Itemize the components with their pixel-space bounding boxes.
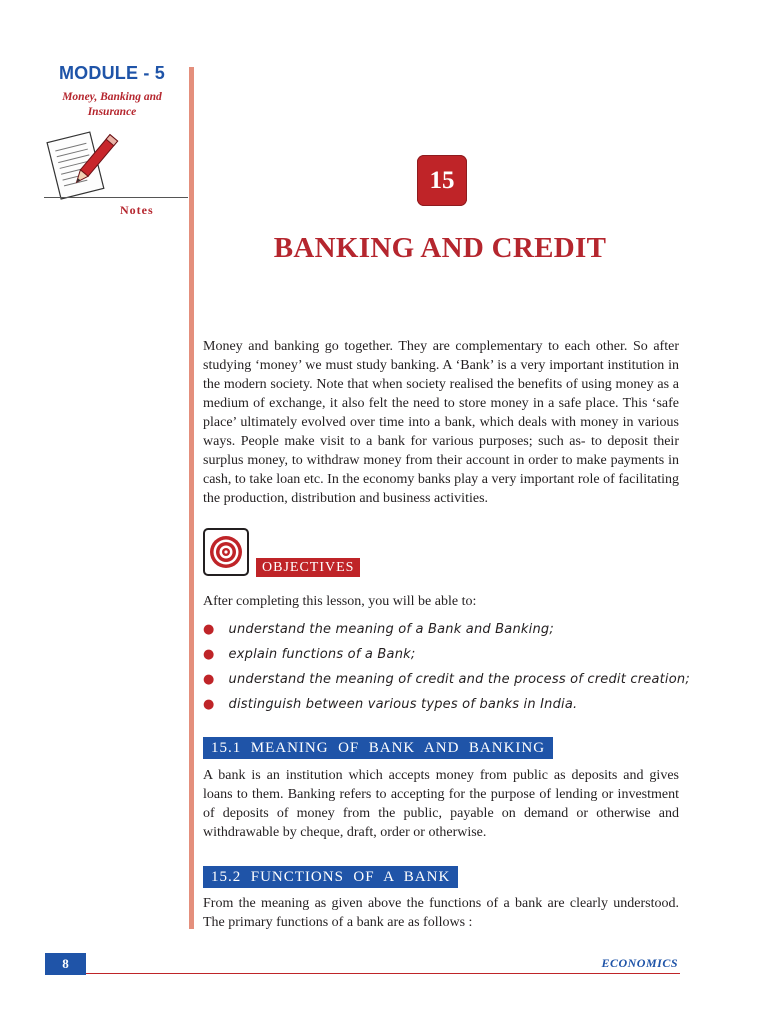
footer-subject: ECONOMICS [601, 956, 678, 970]
notes-rule [44, 197, 188, 198]
bullet-icon: ● [203, 697, 215, 712]
page-number: 8 [45, 953, 86, 975]
module-subtitle-line1: Money, Banking and [62, 91, 162, 103]
intro-paragraph: Money and banking go together. They are complementary to each other. So after studying ‘money’ we must study banking. A ‘Bank’ is a very important institution in the modern society. Note that when society realised the benefits of using money as a medium of exchange, it also felt the need to store money in a safe place. This ‘safe place’ ultimately evolved over time into a bank, which deals with money in various ways. People make visit to a bank for various purposes; such as- to deposit their surplus money, to withdraw money from their account in order to make payments in cash, to take loan etc. In the economy banks play a very important role of facilitating the production, distribution and business activities. [203, 339, 679, 506]
objectives-intro: After completing this lesson, you will be able to: [203, 594, 477, 609]
list-item-text: understand the meaning of credit and the process of credit creation; [228, 672, 690, 687]
notes-label: Notes [120, 203, 154, 217]
bullet-icon: ● [203, 672, 215, 687]
footer-rule [86, 973, 680, 974]
section-heading-15-2: 15.2 FUNCTIONS OF A BANK [203, 866, 458, 888]
list-item [203, 695, 690, 720]
target-icon [203, 528, 249, 576]
list-item [203, 645, 690, 670]
objectives-label: OBJECTIVES [256, 558, 360, 577]
module-subtitle-line2: Insurance [87, 106, 137, 118]
section-15-1-paragraph: A bank is an institution which accepts money from public as deposits and gives loans to them. Banking refers to accepting for the purpose of lending or investment of deposits of money from the public, payable on demand or otherwise and withdrawable by cheque, draft, order or otherwise. [203, 768, 679, 840]
bullet-icon: ● [203, 647, 215, 662]
objectives-list [203, 620, 690, 720]
section-heading-15-1: 15.1 MEANING OF BANK AND BANKING [203, 737, 553, 759]
chapter-title: BANKING AND CREDIT [273, 232, 607, 264]
chapter-number-badge: 15 [417, 155, 467, 206]
section-15-2-paragraph: From the meaning as given above the functions of a bank are clearly understood. The primary functions of a bank are as follows : [203, 896, 679, 930]
notepad-pencil-icon [44, 123, 122, 205]
list-item-text: explain functions of a Bank; [228, 647, 416, 662]
list-item [203, 670, 690, 695]
list-item-text: distinguish between various types of banks in India. [228, 697, 578, 712]
list-item-text: understand the meaning of a Bank and Banking; [228, 622, 554, 637]
module-subtitle [52, 90, 172, 120]
list-item [203, 620, 690, 645]
module-title: MODULE - 5 [58, 63, 165, 83]
bullet-icon: ● [203, 622, 215, 637]
margin-divider [189, 67, 194, 929]
